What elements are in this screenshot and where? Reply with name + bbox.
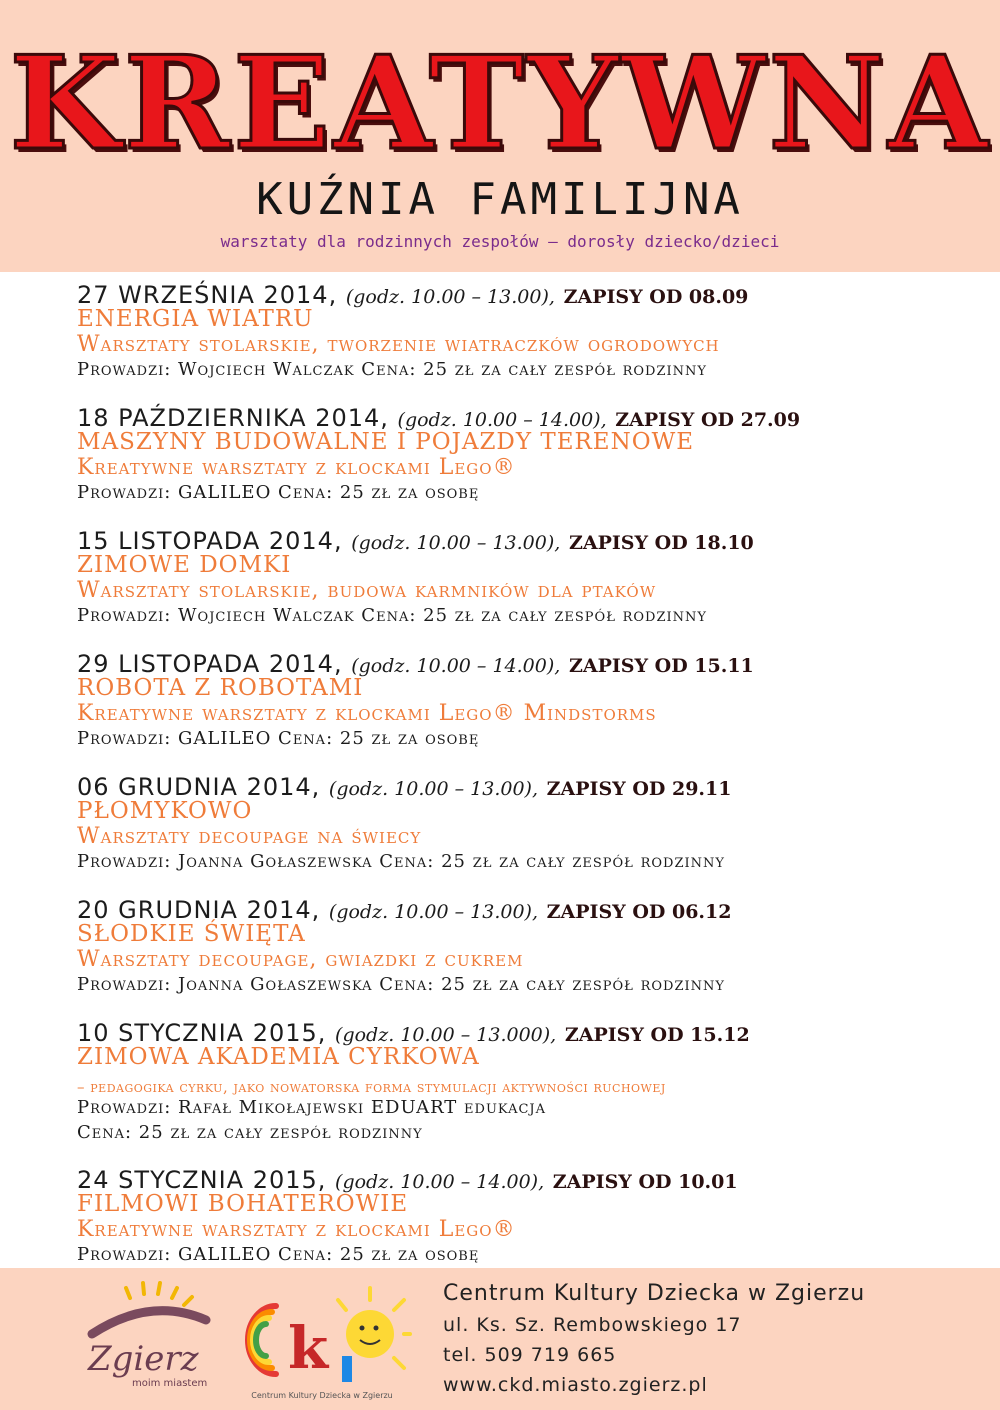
zgierz-logo-name: Zgierz	[88, 1339, 199, 1379]
event-time: (godz. 10.00 – 13.00),	[328, 901, 539, 923]
ckd-logo-caption: Centrum Kultury Dziecka w Zgierzu	[251, 1391, 393, 1400]
event-details: Prowadzi: GALILEO Cena: 25 zł za osobę	[77, 1244, 480, 1265]
event-date: 27 WRZEŚNIA 2014,	[77, 281, 338, 309]
event-description: Warsztaty decoupage na świecy	[77, 824, 422, 849]
zgierz-logo-tagline: moim miastem	[132, 1378, 208, 1389]
contact-block	[443, 1278, 865, 1400]
event-time: (godz. 10.00 – 13.00),	[328, 778, 539, 800]
event-date: 06 GRUDNIA 2014,	[77, 773, 321, 801]
event-details: Prowadzi: GALILEO Cena: 25 zł za osobę	[77, 482, 480, 503]
event-signup: ZAPISY OD 08.09	[563, 286, 749, 308]
event-title: ZIMOWE DOMKI	[77, 552, 292, 578]
org-phone[interactable]: tel. 509 719 665	[443, 1344, 617, 1366]
org-name: Centrum Kultury Dziecka w Zgierzu	[443, 1281, 866, 1306]
event-title: ENERGIA WIATRU	[77, 306, 314, 332]
event-details: Prowadzi: GALILEO Cena: 25 zł za osobę	[77, 728, 480, 749]
event-time: (godz. 10.00 – 14.00),	[335, 1171, 545, 1193]
event-title: FILMOWI BOHATEROWIE	[77, 1191, 409, 1217]
event-title: MASZYNY BUDOWALNE I POJAZDY TERENOWE	[77, 429, 695, 455]
org-address: ul. Ks. Sz. Rembowskiego 17	[443, 1314, 742, 1336]
main-title: KREATYWNA	[9, 29, 991, 179]
event-description: Warsztaty stolarskie, budowa karmników dla ptaków	[77, 578, 657, 603]
event-details: Prowadzi: Joanna Gołaszewska Cena: 25 zł za cały zespół rodzinny	[77, 851, 725, 872]
ckd-logo-d-stem	[342, 1356, 352, 1382]
event-date: 10 STYCZNIA 2015,	[77, 1019, 327, 1047]
event-title: ZIMOWA AKADEMIA CYRKOWA	[77, 1044, 480, 1070]
event-title: SŁODKIE ŚWIĘTA	[77, 921, 306, 947]
tagline: warsztaty dla rodzinnych zespołów – dorosły dziecko/dzieci	[220, 232, 780, 251]
header-banner	[0, 0, 1000, 272]
event-signup: ZAPISY OD 15.11	[568, 655, 754, 677]
event-time: (godz. 10.00 – 13.000),	[335, 1024, 557, 1046]
event-signup: ZAPISY OD 18.10	[568, 532, 754, 554]
sun-rays-icon	[126, 1283, 192, 1305]
event-signup: ZAPISY OD 15.12	[564, 1024, 750, 1046]
event-date: 24 STYCZNIA 2015,	[77, 1166, 327, 1194]
event-title: PŁOMYKOWO	[77, 798, 253, 824]
event-signup: ZAPISY OD 10.01	[552, 1171, 738, 1193]
event-signup: ZAPISY OD 06.12	[546, 901, 732, 923]
event-description: Warsztaty decoupage, gwiazdki z cukrem	[77, 947, 524, 972]
event-description: Warsztaty stolarskie, tworzenie wiatraczków ogrodowych	[77, 332, 720, 357]
rainbow-c-icon	[248, 1306, 276, 1374]
event-description: Kreatywne warsztaty z klockami Lego®	[77, 455, 516, 480]
event-date: 15 LISTOPADA 2014,	[77, 527, 343, 555]
footer-banner	[0, 1268, 1000, 1410]
subtitle: KUŹNIA FAMILIJNA	[256, 174, 744, 225]
event-description: Kreatywne warsztaty z klockami Lego® Mindstorms	[77, 701, 657, 726]
event-description: – pedagogika cyrku, jako nowatorska forma stymulacji aktywności ruchowej	[77, 1078, 666, 1096]
swoosh-icon	[92, 1311, 206, 1334]
event-signup: ZAPISY OD 27.09	[615, 409, 801, 431]
event-details: Prowadzi: Wojciech Walczak Cena: 25 zł za cały zespół rodzinny	[77, 605, 707, 626]
event-details: Prowadzi: Wojciech Walczak Cena: 25 zł za cały zespół rodzinny	[77, 359, 707, 380]
event-date: 29 LISTOPADA 2014,	[77, 650, 343, 678]
event-time: (godz. 10.00 – 14.00),	[351, 655, 561, 677]
org-website-link[interactable]: www.ckd.miasto.zgierz.pl	[443, 1374, 708, 1396]
event-time: (godz. 10.00 – 13.00),	[351, 532, 561, 554]
ckd-logo-k: k	[288, 1314, 329, 1382]
event-details: Prowadzi: Rafał Mikołajewski EDUART edukacja	[77, 1097, 547, 1118]
event-time: (godz. 10.00 – 13.00),	[345, 286, 555, 308]
event-details: Prowadzi: Joanna Gołaszewska Cena: 25 zł za cały zespół rodzinny	[77, 974, 725, 995]
event-date: 20 GRUDNIA 2014,	[77, 896, 321, 924]
event-description: Kreatywne warsztaty z klockami Lego®	[77, 1217, 516, 1242]
event-date: 18 PAŹDZIERNIKA 2014,	[77, 404, 389, 432]
event-signup: ZAPISY OD 29.11	[546, 778, 732, 800]
zgierz-logo	[80, 1276, 220, 1400]
event-title: ROBOTA Z ROBOTAMI	[77, 675, 364, 701]
ckd-logo	[232, 1282, 412, 1402]
event-price: Cena: 25 zł za cały zespół rodzinny	[77, 1122, 423, 1143]
event-time: (godz. 10.00 – 14.00),	[397, 409, 607, 431]
